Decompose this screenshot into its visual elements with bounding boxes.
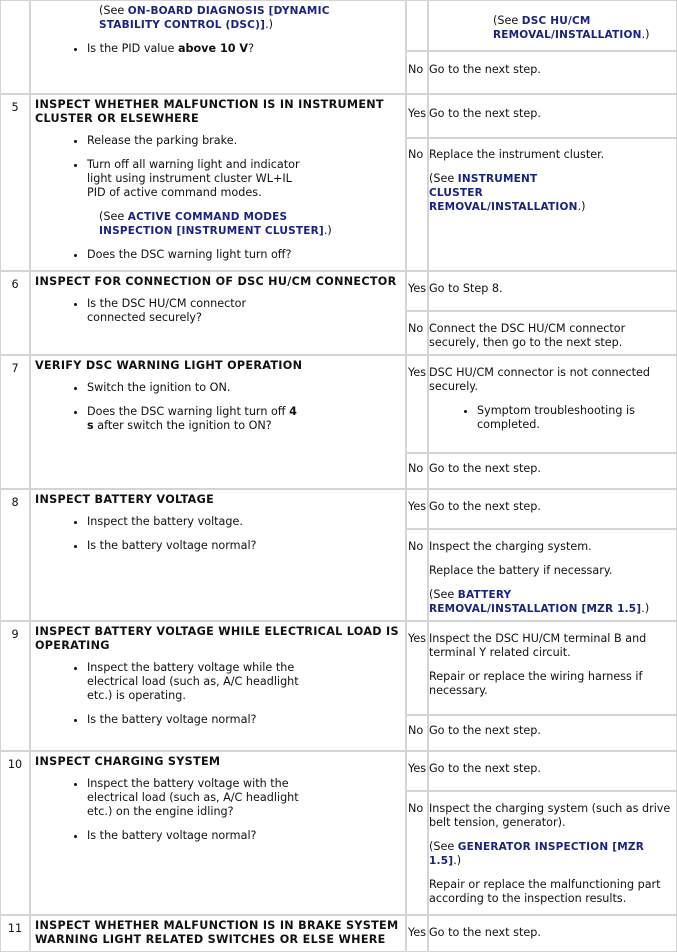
reference-link[interactable]: GENERATOR INSPECTION [MZR 1.5] bbox=[429, 841, 644, 867]
table-row: No Inspect the charging system (such as drive belt tension, generator). (See GENERATOR INSPECTION [MZR 1.5].) Repair or replace the malfunctioning part according to the inspection results. bbox=[0, 791, 677, 915]
table-row: No Go to the next step. bbox=[0, 51, 677, 94]
see-reference: (See BATTERY REMOVAL/INSTALLATION [MZR 1.5].) bbox=[429, 588, 650, 615]
step-title: INSPECT BATTERY VOLTAGE bbox=[35, 493, 215, 506]
step-title: INSPECT WHETHER MALFUNCTION IS IN BRAKE SYSTEM WARNING LIGHT RELATED SWITCHES OR ELSE WHERE bbox=[35, 919, 399, 946]
list-item: • Is the DSC HU/CM connector connected securely? bbox=[87, 297, 403, 325]
table-row: 9 INSPECT BATTERY VOLTAGE WHILE ELECTRICAL LOAD IS OPERATING • Inspect the battery voltage while the electrical load (such as, A/C headlight etc.) is operating. • Is the battery voltage normal? Yes Inspect the DSC HU/CM terminal B and terminal Y related circuit. Repair or replace the wiring harness if necessary. bbox=[0, 621, 677, 715]
list-item: • Is the battery voltage normal? bbox=[87, 829, 403, 843]
reference-link[interactable]: INSTRUMENT CLUSTER REMOVAL/INSTALLATION bbox=[429, 173, 578, 213]
reference-link[interactable]: BATTERY REMOVAL/INSTALLATION [MZR 1.5] bbox=[429, 589, 642, 615]
see-reference: (See GENERATOR INSPECTION [MZR 1.5].) bbox=[429, 840, 644, 867]
table-row: 11 INSPECT WHETHER MALFUNCTION IS IN BRAKE SYSTEM WARNING LIGHT RELATED SWITCHES OR ELSE WHERE Yes Go to the next step. bbox=[0, 915, 677, 952]
table-row: 10 INSPECT CHARGING SYSTEM • Inspect the battery voltage with the electrical load (such as, A/C headlight etc.) on the engine idling? • Is the battery voltage normal? Yes Go to the next step. bbox=[0, 751, 677, 791]
list-item: • Does the DSC warning light turn off? bbox=[87, 248, 403, 262]
see-reference: (See ACTIVE COMMAND MODES INSPECTION [INSTRUMENT CLUSTER].) bbox=[99, 210, 332, 237]
list-item: • Turn off all warning light and indicator light using instrument cluster WL+IL PID of active command modes. bbox=[87, 158, 403, 200]
list-item: • Symptom troubleshooting is completed. bbox=[477, 404, 668, 432]
table-row: 5 INSPECT WHETHER MALFUNCTION IS IN INSTRUMENT CLUSTER OR ELSEWHERE • Release the parking brake. • Turn off all warning light and indicator light using instrument cluster WL+IL PID of active command modes. (See ACTIVE COMMAND MODES INSPECTION [INSTRUMENT CLUSTER].) • Does the DSC warning light turn off? Yes Go to the next step. bbox=[0, 94, 677, 138]
table-row: No Connect the DSC HU/CM connector securely, then go to the next step. bbox=[0, 311, 677, 355]
list-item: • Inspect the battery voltage. bbox=[87, 515, 403, 529]
see-reference: (See DSC HU/CM REMOVAL/INSTALLATION.) bbox=[493, 14, 650, 41]
list-item: • Is the battery voltage normal? bbox=[87, 713, 403, 727]
table-row: No Go to the next step. bbox=[0, 715, 677, 751]
step-title: INSPECT WHETHER MALFUNCTION IS IN INSTRUMENT CLUSTER OR ELSEWHERE bbox=[35, 98, 384, 125]
table-row bbox=[0, 0, 677, 51]
table-row: No Go to the next step. bbox=[0, 453, 677, 489]
reference-link[interactable]: ACTIVE COMMAND MODES INSPECTION [INSTRUMENT CLUSTER] bbox=[99, 211, 324, 237]
list-item: • Inspect the battery voltage with the electrical load (such as, A/C headlight etc.) on the engine idling? bbox=[87, 777, 403, 819]
see-reference: (See INSTRUMENT CLUSTER REMOVAL/INSTALLATION.) bbox=[429, 172, 586, 213]
step-title: INSPECT FOR CONNECTION OF DSC HU/CM CONNECTOR bbox=[35, 275, 397, 288]
list-item: • Inspect the battery voltage while the electrical load (such as, A/C headlight etc.) is operating. bbox=[87, 661, 403, 703]
table-row: 8 INSPECT BATTERY VOLTAGE • Inspect the battery voltage. • Is the battery voltage normal? Yes Go to the next step. bbox=[0, 489, 677, 529]
list-item: • Is the battery voltage normal? bbox=[87, 539, 403, 553]
step-title: INSPECT BATTERY VOLTAGE WHILE ELECTRICAL LOAD IS OPERATING bbox=[35, 625, 399, 652]
table-row: 6 INSPECT FOR CONNECTION OF DSC HU/CM CONNECTOR • Is the DSC HU/CM connector connected securely? Yes Go to Step 8. bbox=[0, 271, 677, 311]
list-item: • Is the PID value above 10 V? bbox=[87, 42, 403, 56]
list-item: • Switch the ignition to ON. bbox=[87, 381, 403, 395]
list-item: • Does the DSC warning light turn off 4 s after switch the ignition to ON? bbox=[87, 405, 403, 433]
reference-link[interactable]: ON-BOARD DIAGNOSIS [DYNAMIC STABILITY CONTROL (DSC)] bbox=[99, 5, 330, 31]
list-item: • Release the parking brake. bbox=[87, 134, 403, 148]
table-row: 7 VERIFY DSC WARNING LIGHT OPERATION • Switch the ignition to ON. • Does the DSC warning light turn off 4 s after switch the ignition to ON? Yes DSC HU/CM connector is not connected securely. • Symptom troubleshooting is completed. bbox=[0, 355, 677, 453]
table-row: No Inspect the charging system. Replace the battery if necessary. (See BATTERY REMOVAL/INSTALLATION [MZR 1.5].) bbox=[0, 529, 677, 621]
reference-link[interactable]: DSC HU/CM REMOVAL/INSTALLATION bbox=[493, 15, 642, 41]
table-row: No Replace the instrument cluster. (See INSTRUMENT CLUSTER REMOVAL/INSTALLATION.) bbox=[0, 138, 677, 271]
step-title: INSPECT CHARGING SYSTEM bbox=[35, 755, 221, 768]
see-reference: (See ON-BOARD DIAGNOSIS [DYNAMIC STABILITY CONTROL (DSC)].) bbox=[99, 4, 330, 31]
step-title: VERIFY DSC WARNING LIGHT OPERATION bbox=[35, 359, 303, 372]
